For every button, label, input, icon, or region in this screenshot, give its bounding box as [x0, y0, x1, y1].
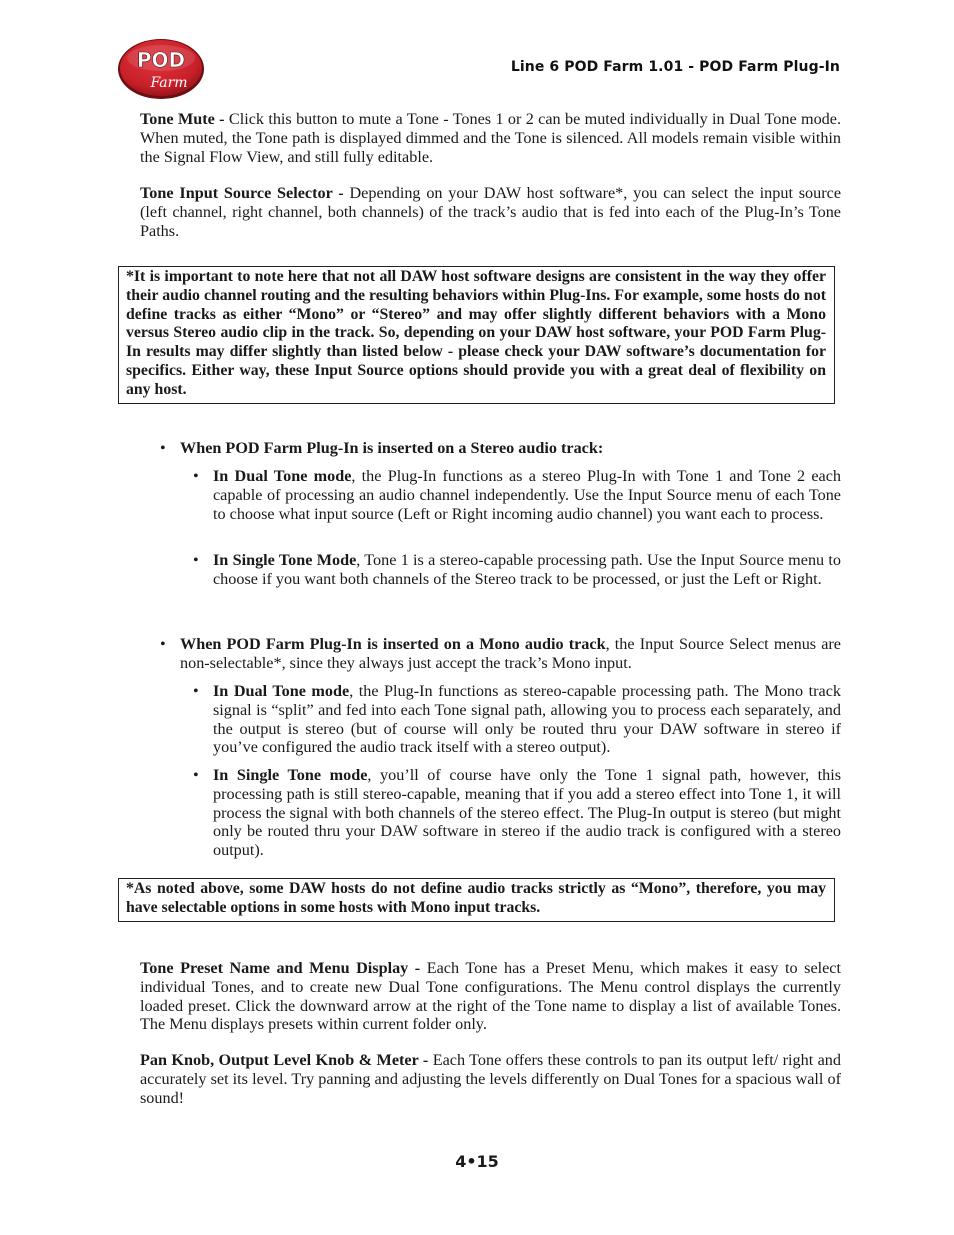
logo-pod-text: POD: [136, 48, 186, 72]
preset-menu-body: Each Tone has a Preset Menu, which makes it easy to select individual Tones, and to create new Dual Tone configurations. The Menu control displays the currently loaded preset. Click the downward arrow at the right of the Tone name to display a list of available Tones. The Menu displays presets within current folder only.: [140, 959, 841, 1034]
stereo-single-term: In Single Tone Mode: [213, 551, 357, 569]
bullet-dot: •: [193, 551, 199, 569]
stereo-dual-body: , the Plug-In functions as a stereo Plug-In with Tone 1 and Tone 2 each capable of processing an audio channel independently. Use the Input Source menu of each Tone to choose what input source (Left or Right incoming audio channel) you want each to process.: [213, 467, 841, 523]
tone-mute-body: Click this button to mute a Tone - Tones 1 or 2 can be muted individually in Dual Tone mode. When muted, the Tone path is displayed dimmed and the Tone is silenced. All models remain visible within the Signal Flow View, and still fully editable.: [140, 110, 841, 166]
mono-single-body: , you’ll of course have only the Tone 1 signal path, however, this processing path is still stereo-capable, meaning that if you add a stereo effect into Tone 1, it will process the signal with both channels of the stereo effect. The Plug-In output is stereo (but might only be routed thru your DAW software in stereo if the audio track is configured with a stereo output).: [213, 766, 841, 860]
pan-level-body: Each Tone offers these controls to pan its output left/ right and accurately set its level. Try panning and adjusting the levels differently on Dual Tones for a spacious wall of sound!: [140, 1051, 841, 1107]
host-routing-note: *It is important to note here that not all DAW host software designs are consistent in the way they offer their audio channel routing and the resulting behaviors within Plug-Ins. For example, some hosts do not define tracks as either “Mono” or “Stereo” and may offer slightly different behaviors with a Mono versus Stereo audio clip in the track. So, depending on your DAW host software, your POD Farm Plug-In results may differ slightly than listed below - please check your DAW software’s documentation for specifics. Either way, these Input Source options should provide you with a great deal of flexibility on any host.: [118, 266, 835, 404]
pan-level-paragraph: [140, 1051, 841, 1107]
stereo-track-heading: When POD Farm Plug-In is inserted on a Stereo audio track:: [180, 439, 604, 457]
stereo-track-bullet: [160, 439, 841, 458]
mono-track-heading-body: , the Input Source Select menus are non-selectable*, since they always just accept the track’s Mono input.: [180, 635, 841, 672]
mono-dual-body: , the Plug-In functions as stereo-capable processing path. The Mono track signal is “split” and fed into each Tone signal path, allowing you to process each separately, and the output is stereo (but of course will only be routed thru your DAW software in stereo if you’ve configured the audio track itself with a stereo output).: [213, 682, 841, 757]
stereo-dual-tone-bullet: [193, 467, 841, 523]
stereo-single-body: , Tone 1 is a stereo-capable processing path. Use the Input Source menu to choose if you want both channels of the Stereo track to be processed, or just the Left or Right.: [213, 551, 841, 588]
input-source-body: Depending on your DAW host software*, you can select the input source (left channel, right channel, both channels) of the track’s audio that is fed into each of the Plug-In’s Tone Paths.: [140, 184, 841, 240]
input-source-paragraph: [140, 184, 841, 240]
mono-dual-tone-bullet: [193, 682, 841, 757]
mono-single-tone-bullet: [193, 766, 841, 860]
bullet-dot: •: [193, 467, 199, 485]
pan-level-term: Pan Knob, Output Level Knob & Meter -: [140, 1051, 429, 1069]
mono-track-heading: When POD Farm Plug-In is inserted on a Mono audio track: [180, 635, 606, 653]
input-source-term: Tone Input Source Selector -: [140, 184, 344, 202]
bullet-dot: •: [160, 635, 166, 653]
preset-menu-paragraph: [140, 959, 841, 1034]
tone-mute-paragraph: [140, 110, 841, 166]
page-header-title: Line 6 POD Farm 1.01 - POD Farm Plug-In: [510, 59, 840, 75]
stereo-dual-term: In Dual Tone mode: [213, 467, 352, 485]
mono-single-term: In Single Tone mode: [213, 766, 368, 784]
pod-farm-logo: [117, 38, 205, 100]
preset-menu-term: Tone Preset Name and Menu Display -: [140, 959, 421, 977]
page-number: 4•15: [455, 1152, 499, 1171]
tone-mute-term: Tone Mute -: [140, 110, 225, 128]
bullet-dot: •: [193, 766, 199, 784]
mono-host-note: *As noted above, some DAW hosts do not define audio tracks strictly as “Mono”, therefore, you may have selectable options in some hosts with Mono input tracks.: [118, 878, 835, 922]
logo-farm-text: Farm: [150, 75, 188, 91]
mono-dual-term: In Dual Tone mode: [213, 682, 350, 700]
bullet-dot: •: [193, 682, 199, 700]
mono-track-bullet: [160, 635, 841, 673]
stereo-single-tone-bullet: [193, 551, 841, 589]
bullet-dot: •: [160, 439, 166, 457]
